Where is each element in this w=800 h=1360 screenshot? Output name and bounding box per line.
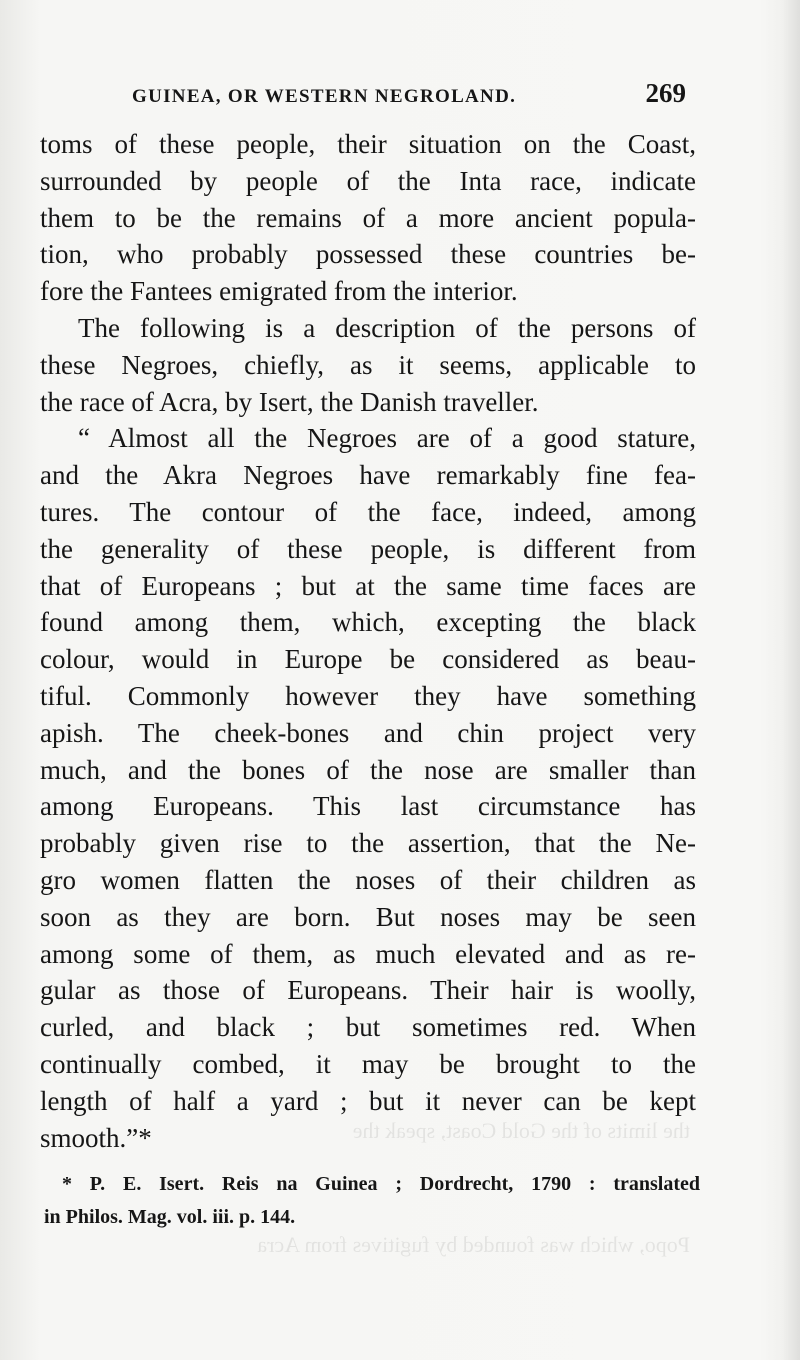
text-line: The following is a description of the persons of [78, 312, 696, 343]
text-line: tiful. Commonly however they have something [40, 680, 696, 711]
text-line: found among them, which, excepting the black [40, 607, 696, 638]
text-line: and the Akra Negroes have remarkably fine fea- [40, 460, 696, 491]
text-line: that of Europeans ; but at the same time faces are [40, 570, 696, 601]
footnote-line: in Philos. Mag. vol. iii. p. 144. [44, 1206, 296, 1228]
text-line: “ Almost all the Negroes are of a good stature, [78, 423, 696, 454]
text-line: probably given rise to the assertion, that the Ne- [40, 828, 696, 859]
text-line: the race of Acra, by Isert, the Danish traveller. [40, 386, 539, 417]
text-line: length of half a yard ; but it never can be kept [40, 1085, 696, 1116]
text-line: much, and the bones of the nose are smaller than [40, 754, 696, 785]
text-line: fore the Fantees emigrated from the interior. [40, 276, 518, 307]
text-line: tures. The contour of the face, indeed, among [40, 496, 696, 527]
footnote-line: * P. E. Isert. Reis na Guinea ; Dordrecht, 1790 : translated [62, 1173, 700, 1195]
body-text [40, 126, 696, 1156]
text-line: apish. The cheek-bones and chin project very [40, 717, 696, 748]
text-line: among some of them, as much elevated and as re- [40, 938, 696, 969]
text-line: curled, and black ; but sometimes red. When [40, 1012, 696, 1043]
text-line: them to be the remains of a more ancient popula- [40, 202, 696, 233]
show-through-text: the limits of the Gold Coast, speak the [352, 1118, 690, 1143]
text-line: colour, would in Europe be considered as beau- [40, 644, 696, 675]
text-line: these Negroes, chiefly, as it seems, applicable to [40, 349, 696, 380]
text-line: surrounded by people of the Inta race, indicate [40, 165, 696, 196]
page-number: 269 [645, 78, 686, 108]
page-edge-shadow [782, 0, 800, 1360]
text-line: soon as they are born. But noses may be seen [40, 901, 696, 932]
footnote [44, 1168, 700, 1234]
text-line: toms of these people, their situation on the Coast, [40, 129, 696, 159]
text-line: tion, who probably possessed these countries be- [40, 239, 696, 270]
text-line: among Europeans. This last circumstance has [40, 791, 696, 822]
show-through-text: Popo, which was founded by fugitives from Acra [257, 1232, 690, 1257]
text-line: gro women flatten the noses of their children as [40, 864, 696, 895]
text-line: continually combed, it may be brought to the [40, 1048, 696, 1079]
running-head: GUINEA, OR WESTERN NEGROLAND. [132, 86, 517, 107]
text-line: the generality of these people, is different from [40, 533, 696, 564]
text-line: smooth.”* [40, 1122, 152, 1153]
text-line: gular as those of Europeans. Their hair is woolly, [40, 975, 696, 1006]
page-header [40, 78, 690, 118]
